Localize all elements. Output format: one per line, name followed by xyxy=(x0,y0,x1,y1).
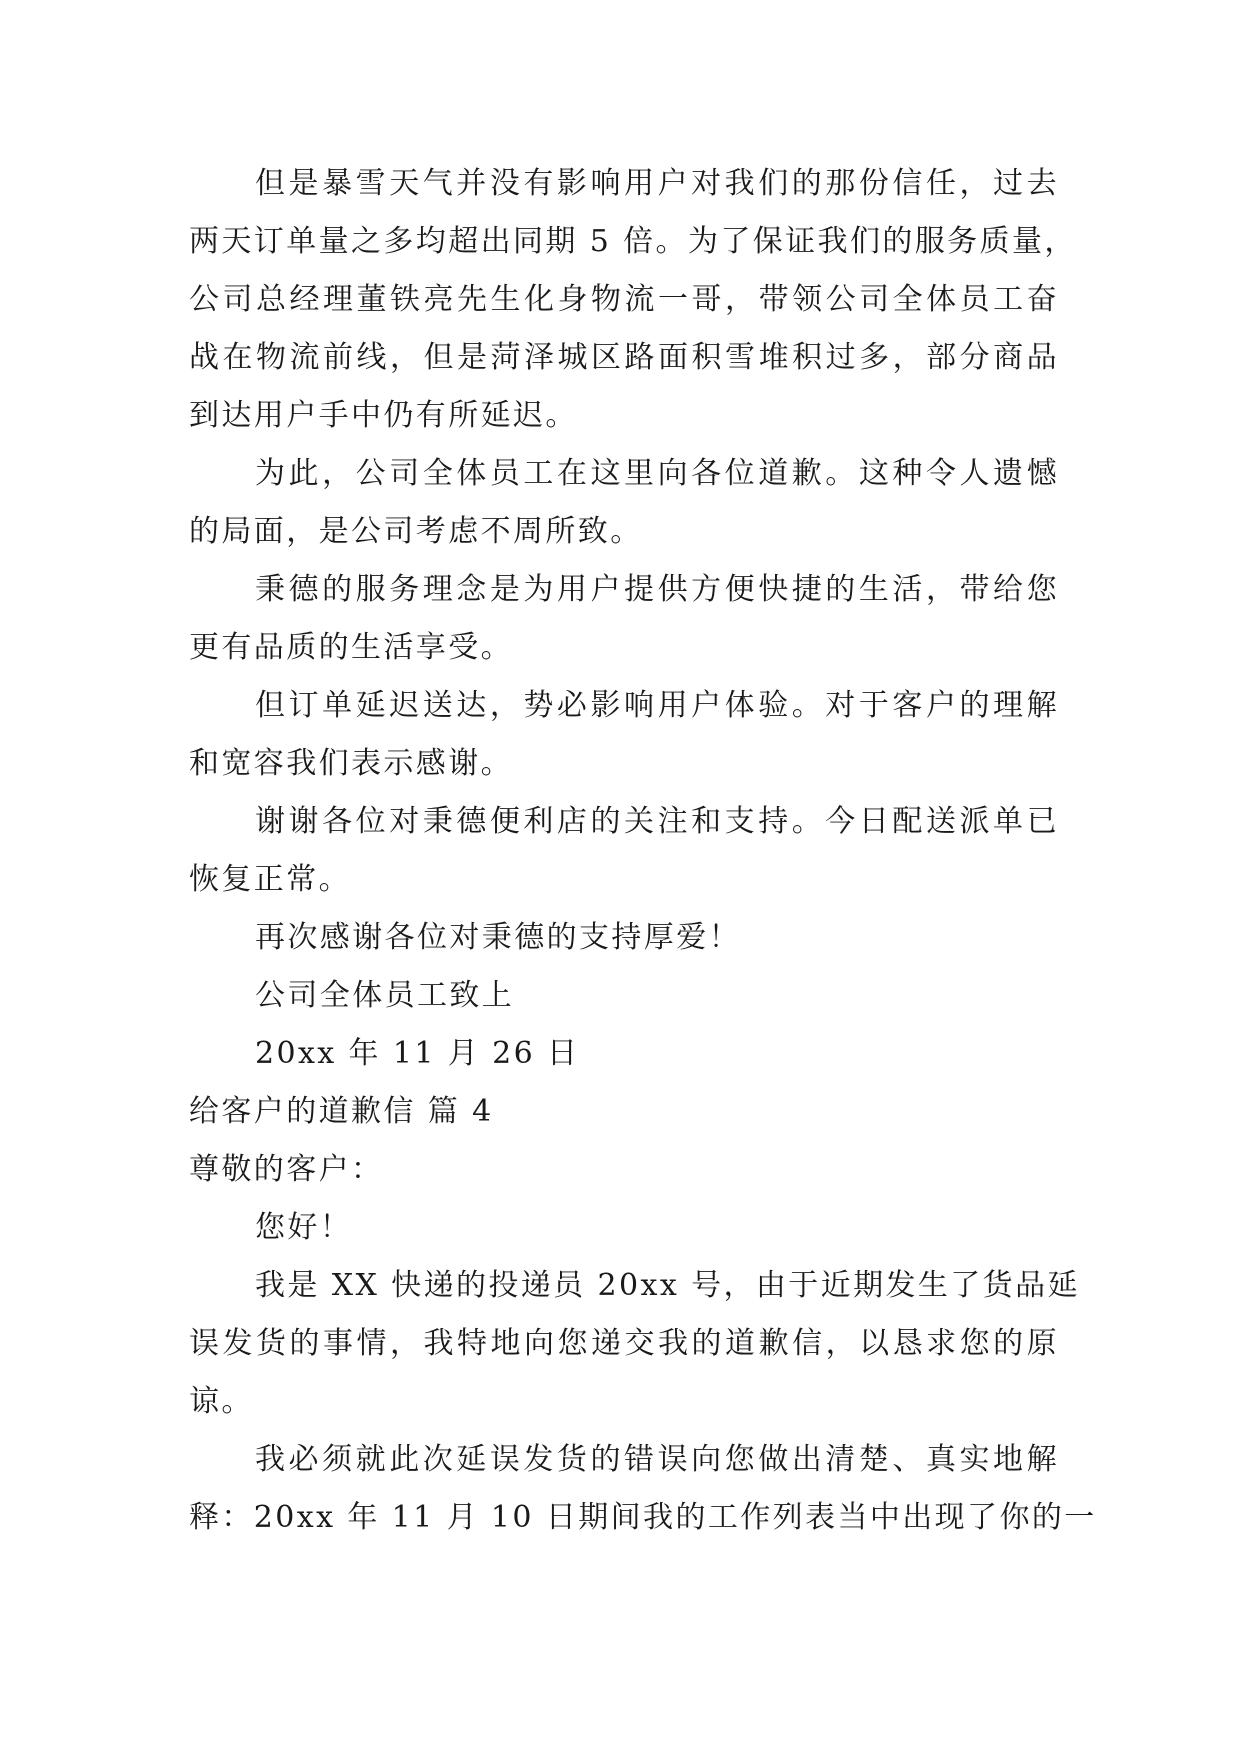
text-line: 更有品质的生活享受。 xyxy=(189,630,513,665)
text-line: 您好！ xyxy=(255,1210,353,1245)
text-line: 公司全体员工致上 xyxy=(255,978,515,1013)
text-line: 战在物流前线，但是菏泽城区路面积雪堆积过多，部分商品 xyxy=(189,340,1059,375)
text-line: 的局面，是公司考虑不周所致。 xyxy=(189,514,643,549)
text-line: 谅。 xyxy=(189,1384,254,1419)
text-line: 和宽容我们表示感谢。 xyxy=(189,746,513,781)
text-line: 给客户的道歉信 篇 4 xyxy=(189,1094,494,1129)
text-line: 秉德的服务理念是为用户提供方便快捷的生活，带给您 xyxy=(255,572,1059,607)
text-line: 谢谢各位对秉德便利店的关注和支持。今日配送派单已 xyxy=(255,804,1059,839)
text-line: 尊敬的客户： xyxy=(189,1152,384,1187)
text-line: 20xx 年 11 月 26 日 xyxy=(255,1036,580,1071)
text-line: 为此，公司全体员工在这里向各位道歉。这种令人遗憾 xyxy=(255,456,1059,491)
text-line: 两天订单量之多均超出同期 5 倍。为了保证我们的服务质量， xyxy=(189,224,1077,259)
text-line: 但订单延迟送达，势必影响用户体验。对于客户的理解 xyxy=(255,688,1059,723)
text-line: 到达用户手中仍有所延迟。 xyxy=(189,398,578,433)
text-line: 恢复正常。 xyxy=(189,862,351,897)
letter-body xyxy=(189,155,1097,1547)
text-line: 再次感谢各位对秉德的支持厚爱！ xyxy=(255,920,741,955)
text-line: 释：20xx 年 11 月 10 日期间我的工作列表当中出现了你的一 xyxy=(189,1500,1097,1535)
text-line: 误发货的事情，我特地向您递交我的道歉信，以恳求您的原 xyxy=(189,1326,1059,1361)
text-line: 我是 XX 快递的投递员 20xx 号，由于近期发生了货品延 xyxy=(255,1268,1080,1303)
text-line: 但是暴雪天气并没有影响用户对我们的那份信任，过去 xyxy=(255,166,1059,201)
text-line: 公司总经理董铁亮先生化身物流一哥，带领公司全体员工奋 xyxy=(189,282,1059,317)
text-line: 我必须就此次延误发货的错误向您做出清楚、真实地解 xyxy=(255,1442,1059,1477)
